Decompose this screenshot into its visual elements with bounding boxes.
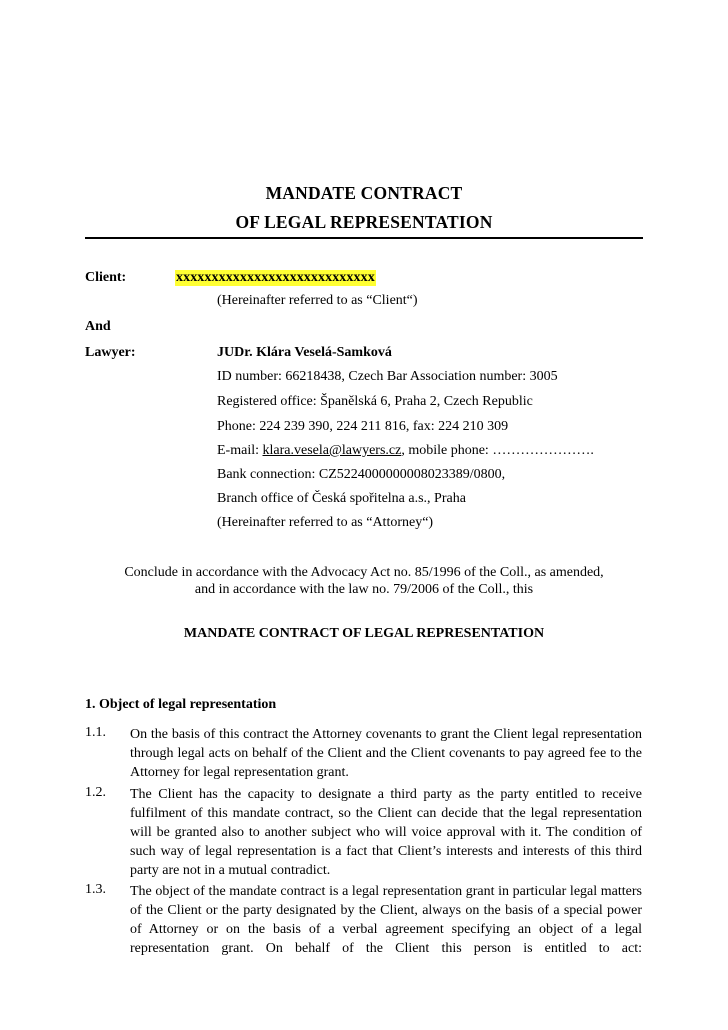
clause-text: On the basis of this contract the Attorney covenants to grant the Client legal representation through legal acts on behalf of the Client and the Client covenants to pay agreed fee to the Attorney for legal representation grant. xyxy=(130,727,642,780)
client-referred-note: (Hereinafter referred to as “Client“) xyxy=(217,293,418,308)
lawyer-label: Lawyer: xyxy=(85,345,136,360)
and-label: And xyxy=(85,319,111,334)
contract-subtitle: MANDATE CONTRACT OF LEGAL REPRESENTATION xyxy=(183,626,545,641)
title-divider xyxy=(85,237,643,239)
conclusion-line1: Conclude in accordance with the Advocacy Act no. 85/1996 of the Coll., as amended, xyxy=(124,565,604,580)
clause-text: The Client has the capacity to designate a third party as the party entitled to receive fulfilment of this mandate contract, so the Client can decide that the legal representation will be granted also to another subject who will voice approval with it. The condition of such way of legal representation is a fact that Client’s interests and interests of this third party are not in a mutual contradict. xyxy=(130,787,642,878)
lawyer-email-line xyxy=(217,443,594,459)
document-title-line1: MANDATE CONTRACT xyxy=(265,183,463,203)
clause-number: 1.1. xyxy=(85,725,106,740)
mobile-phone-text: , mobile phone: …………………. xyxy=(401,443,594,458)
lawyer-name: JUDr. Klára Veselá-Samková xyxy=(217,345,392,360)
email-prefix: E-mail: xyxy=(217,443,263,458)
lawyer-branch-line: Branch office of Česká spořitelna a.s., Praha xyxy=(217,491,466,506)
lawyer-referred-note: (Hereinafter referred to as “Attorney“) xyxy=(217,515,434,530)
clause-number: 1.3. xyxy=(85,882,106,897)
clause-number: 1.2. xyxy=(85,785,106,800)
clause-text: The object of the mandate contract is a legal representation grant in particular legal matters of the Client or the party designated by the Client, always on the basis of a special power of Attorney or on the basis of a verbal agreement specifying an object of a legal representation grant. On behalf of the Client this person is entitled to act: xyxy=(130,884,642,956)
lawyer-phone-line: Phone: 224 239 390, 224 211 816, fax: 224 210 309 xyxy=(217,419,509,434)
document-title-line2: OF LEGAL REPRESENTATION xyxy=(235,212,493,232)
email-link[interactable]: klara.vesela@lawyers.cz xyxy=(262,443,402,458)
lawyer-id-line: ID number: 66218438, Czech Bar Association number: 3005 xyxy=(217,369,558,384)
section-heading: 1. Object of legal representation xyxy=(85,697,277,712)
conclusion-line2: and in accordance with the law no. 79/2006 of the Coll., this xyxy=(194,582,534,597)
client-name-placeholder: xxxxxxxxxxxxxxxxxxxxxxxxxxxx xyxy=(176,270,375,285)
lawyer-bank-line: Bank connection: CZ5224000000008023389/0800, xyxy=(217,467,506,482)
client-label: Client: xyxy=(85,270,127,285)
lawyer-office-line: Registered office: Španělská 6, Praha 2, Czech Republic xyxy=(217,394,533,409)
